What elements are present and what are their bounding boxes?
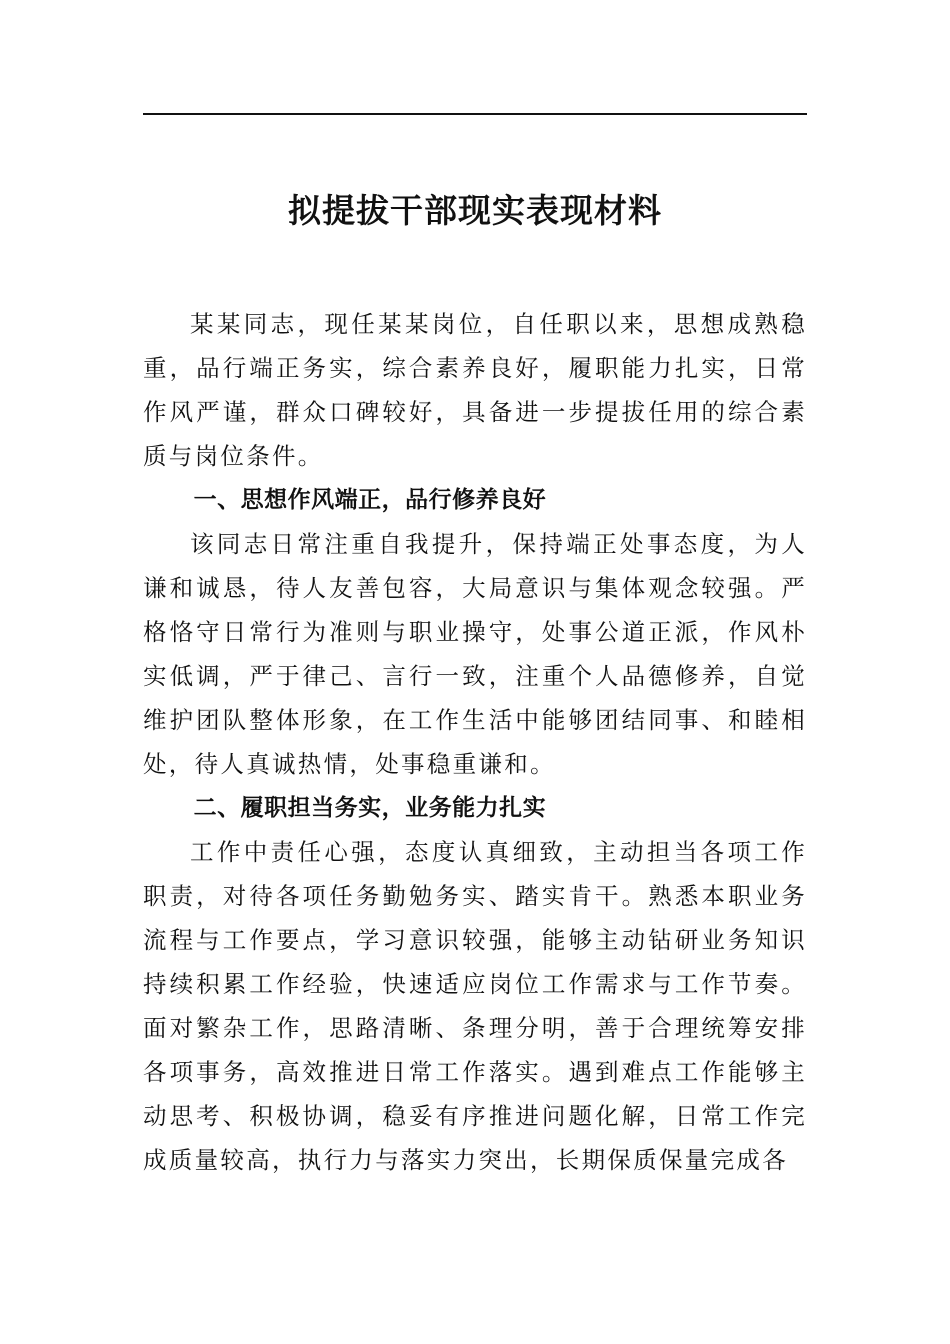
intro-paragraph: 某某同志，现任某某岗位，自任职以来，思想成熟稳重，品行端正务实，综合素养良好，履职能力扎实，日常作风严谨，群众口碑较好，具备进一步提拔任用的综合素质与岗位条件。 [143, 310, 807, 470]
section-heading-2: 二、履职担当务实，业务能力扎实 [193, 795, 547, 821]
section-paragraph-1: 该同志日常注重自我提升，保持端正处事态度，为人谦和诚恳，待人友善包容，大局意识与集体观念较强。严格恪守日常行为准则与职业操守，处事公道正派，作风朴实低调，严于律己、言行一致，注重个人品德修养，自觉维护团队整体形象，在工作生活中能够团结同事、和睦相处，待人真诚热情，处事稳重谦和。 [143, 530, 807, 778]
document-title: 拟提拔干部现实表现材料 [288, 191, 662, 230]
section-paragraph-2: 工作中责任心强，态度认真细致，主动担当各项工作职责，对待各项任务勤勉务实、踏实肯干。熟悉本职业务流程与工作要点，学习意识较强，能够主动钻研业务知识持续积累工作经验，快速适应岗位工作需求与工作节奏。面对繁杂工作，思路清晰、条理分明，善于合理统筹安排各项事务，高效推进日常工作落实。遇到难点工作能够主动思考、积极协调，稳妥有序推进问题化解，日常工作完成质量较高，执行力与落实力突出，长期保质保量完成各 [143, 838, 807, 1174]
section-heading-1: 一、思想作风端正，品行修养良好 [193, 487, 547, 513]
header-rule [143, 113, 807, 115]
document-body [143, 302, 807, 1182]
